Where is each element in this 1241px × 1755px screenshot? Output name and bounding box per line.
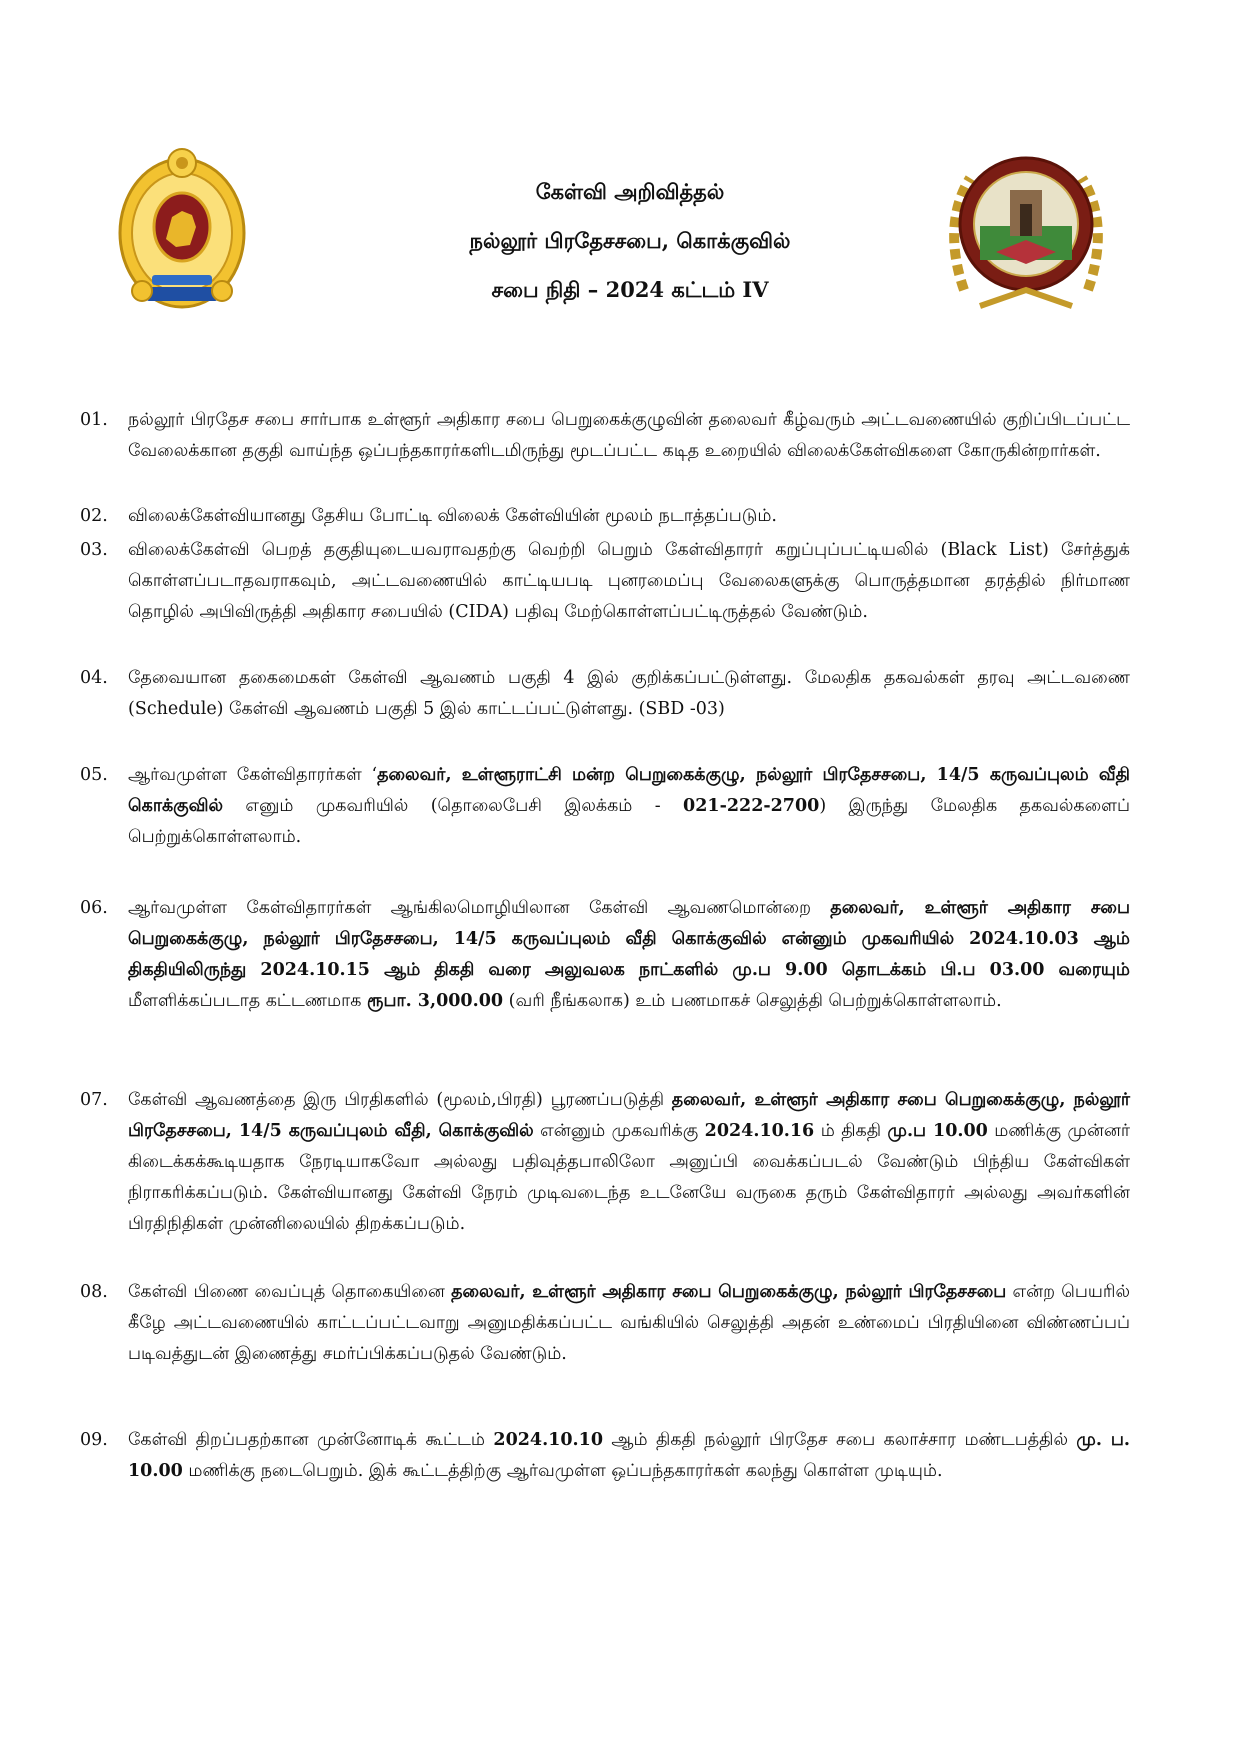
list-item-07 <box>80 1085 1130 1240</box>
item-number: 06. <box>80 898 108 918</box>
item-text-part: ஆம் திகதி நல்லூர் பிரதேச சபை கலாச்சார மண்டபத்தில் <box>603 1430 1077 1450</box>
item-text-part: கேள்வி ஆவணத்தை இரு பிரதிகளில் (மூலம்,பிரதி) பூரணப்படுத்தி <box>128 1090 672 1110</box>
item-text-part: நல்லூர் பிரதேச சபை சார்பாக உள்ளூர் அதிகார சபை பெறுகைக்குழுவின் தலைவர் கீழ்வரும் அட்டவணையில் குறிப்பிடப்பட்ட வேலைக்கான தகுதி வாய்ந்த ஒப்பந்தகாரர்களிடமிருந்து மூடப்பட்ட கடித உறையில் விலைக்கேள்விகளை கோருகின்றார்கள். <box>128 410 1130 461</box>
item-text-part: (வரி நீங்கலாக) உம் பணமாகச் செலுத்தி பெற்றுக்கொள்ளலாம். <box>503 991 1002 1011</box>
item-text <box>128 893 1130 1017</box>
item-text-part: மீளளிக்கப்படாத கட்டணமாக <box>128 991 368 1011</box>
item-text-part: மணிக்கு முன்னர் கிடைக்கக்கூடியதாக நேரடியாகவோ அல்லது பதிவுத்தபாலிலோ அனுப்பி வைக்கப்படல் வேண்டும் பிந்திய கேள்விகள் நிராகரிக்கப்படும். கேள்வியானது கேள்வி நேரம் முடிவடைந்த உடனேயே வருகை தரும் கேள்விதாரர் அல்லது அவர்களின் பிரதிநிதிகள் முன்னிலையில் திறக்கப்படும். <box>128 1121 1130 1234</box>
item-text-part: கேள்வி பிணை வைப்புத் தொகையினை <box>128 1282 452 1302</box>
item-text-part: தேவையான தகைமைகள் கேள்வி ஆவணம் பகுதி 4 இல் குறிக்கப்பட்டுள்ளது. மேலதிக தகவல்கள் தரவு அட்டவணை (Schedule) கேள்வி ஆவணம் பகுதி 5 இல் காட்டப்பட்டுள்ளது. (SBD -03) <box>128 668 1130 719</box>
list-item-06 <box>80 893 1130 1017</box>
item-text <box>128 535 1130 628</box>
list-item-03 <box>80 535 1130 628</box>
item-number: 08. <box>80 1282 108 1302</box>
item-text-bold: தலைவர், உள்ளூர் அதிகார சபை பெறுகைக்குழு, நல்லூர் பிரதேசசபை <box>451 1282 1007 1302</box>
phone-number: 021-222-2700 <box>683 796 820 816</box>
item-text-part: ) இருந்து மேலதிக தகவல்களைப் பெற்றுக்கொள்ளலாம். <box>128 796 1130 847</box>
closing-time: மு.ப 10.00 <box>887 1121 988 1141</box>
fee-amount: ரூபா. 3,000.00 <box>367 991 504 1011</box>
item-text <box>128 1425 1130 1487</box>
item-text <box>128 501 1130 532</box>
meeting-date: 2024.10.10 <box>493 1430 604 1450</box>
list-item-01 <box>80 405 1130 467</box>
meeting-time: மு. ப. 10.00 <box>128 1430 1130 1481</box>
item-text-part: ம் திகதி <box>814 1121 888 1141</box>
item-text-bold: தலைவர், உள்ளூர் அதிகார சபை பெறுகைக்குழு, நல்லூர் பிரதேசசபை, 14/5 கருவப்புலம் வீதி, கொக்குவில் <box>128 1090 1130 1141</box>
list-item-02 <box>80 501 1130 532</box>
item-number: 07. <box>80 1090 108 1110</box>
item-number: 03. <box>80 540 108 560</box>
item-text-part: எனும் முகவரியில் (தொலைபேசி இலக்கம் - <box>223 796 684 816</box>
fund-phase-line: சபை நிதி – 2024 கட்டம் IV <box>491 277 769 302</box>
item-text-bold: தலைவர், உள்ளூராட்சி மன்ற பெறுகைக்குழு, நல்லூர் பிரதேசசபை, 14/5 கருவப்புலம் வீதி கொக்குவில் <box>128 765 1130 816</box>
item-text-part: ஆர்வமுள்ள கேள்விதாரர்கள் ‘ <box>128 765 378 785</box>
item-text-part: ஆர்வமுள்ள கேள்விதாரர்கள் ஆங்கிலமொழியிலான கேள்வி ஆவணமொன்றை <box>128 898 831 918</box>
item-number: 01. <box>80 410 108 430</box>
item-text-part: கேள்வி திறப்பதற்கான முன்னோடிக் கூட்டம் <box>128 1430 494 1450</box>
list-item-05 <box>80 760 1130 853</box>
item-text-part: மணிக்கு நடைபெறும். இக் கூட்டத்திற்கு ஆர்வமுள்ள ஒப்பந்தகாரர்கள் கலந்து கொள்ள முடியும். <box>182 1461 943 1481</box>
item-text <box>128 760 1130 853</box>
item-number: 04. <box>80 668 108 688</box>
item-text-part: என்னும் முகவரிக்கு <box>533 1121 705 1141</box>
item-text <box>128 663 1130 725</box>
item-number: 05. <box>80 765 108 785</box>
item-text <box>128 1277 1130 1370</box>
item-text-part: விலைக்கேள்வியானது தேசிய போட்டி விலைக் கேள்வியின் மூலம் நடாத்தப்படும். <box>128 506 777 526</box>
list-item-09 <box>80 1425 1130 1487</box>
item-text <box>128 1085 1130 1240</box>
item-text-part: என்ற பெயரில் கீழே அட்டவணையில் காட்டப்பட்டவாறு அனுமதிக்கப்பட்ட வங்கியில் செலுத்தி அதன் உண்மைப் பிரதியினை விண்ணப்பப் படிவத்துடன் இணைத்து சமர்ப்பிக்கப்படுதல் வேண்டும். <box>128 1282 1130 1364</box>
sri-lanka-emblem-icon <box>112 147 252 315</box>
item-text-bold: தலைவர், உள்ளூர் அதிகார சபை பெறுகைக்குழு, நல்லூர் பிரதேசசபை, 14/5 கருவப்புலம் வீதி கொக்குவில் என்னும் முகவரியில் 2024.10.03 ஆம் திகதியிலிருந்து 2024.10.15 ஆம் திகதி வரை அலுவலக நாட்களில் மு.ப 9.00 தொடக்கம் பி.ப 03.00 வரையும் <box>128 898 1130 980</box>
item-text-part: விலைக்கேள்வி பெறத் தகுதியுடையவராவதற்கு வெற்றி பெறும் கேள்விதாரர் கறுப்புப்பட்டியலில் (Black List) சேர்த்துக் கொள்ளப்படாதவராகவும், அட்டவணையில் காட்டியபடி புனரமைப்பு வேலைகளுக்கு பொருத்தமான தரத்தில் நிர்மாண தொழில் அபிவிருத்தி அதிகார சபையில் (CIDA) பதிவு மேற்கொள்ளப்பட்டிருத்தல் வேண்டும். <box>128 540 1130 622</box>
notice-subtitle: நல்லூர் பிரதேசசபை, கொக்குவில் <box>469 228 791 253</box>
item-number: 09. <box>80 1430 108 1450</box>
closing-date: 2024.10.16 <box>704 1121 815 1141</box>
nallur-pradeshiya-sabha-seal-icon <box>940 140 1112 322</box>
notice-title: கேள்வி அறிவித்தல் <box>535 179 725 204</box>
item-number: 02. <box>80 506 108 526</box>
list-item-08 <box>80 1277 1130 1370</box>
list-item-04 <box>80 663 1130 725</box>
item-text <box>128 405 1130 467</box>
